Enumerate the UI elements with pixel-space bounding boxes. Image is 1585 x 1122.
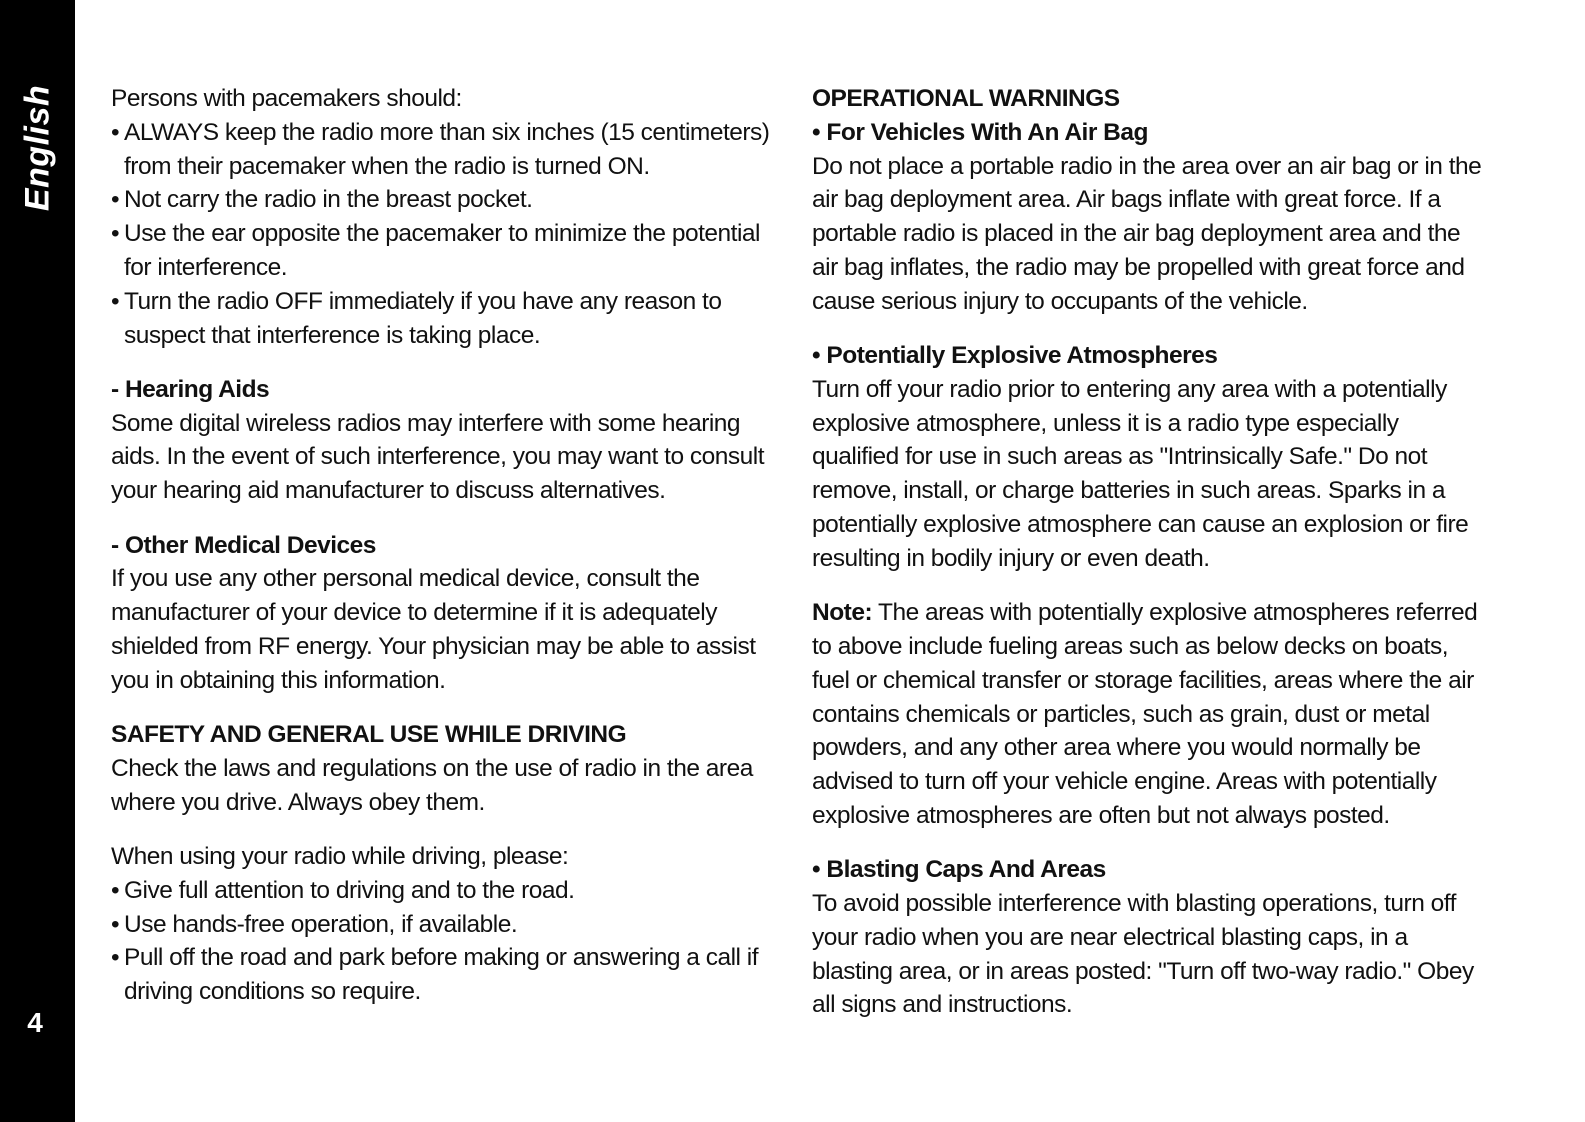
language-side-tab: [0, 0, 75, 1122]
blasting-text: To avoid possible interference with blasting operations, turn off your radio when you are near electrical blasting caps, in a blasting area, or in areas posted: "Turn off two-way radio." Obey all signs and instructions.: [812, 890, 1474, 1019]
pacemaker-intro: Persons with pacemakers should:: [111, 85, 462, 112]
other-devices-text: If you use any other personal medical device, consult the manufacturer of your device to determine if it is adequately shielded from RF energy. Your physician may be able to assist you in obtaining this information.: [111, 565, 756, 694]
blasting-heading: • Blasting Caps And Areas: [812, 856, 1106, 884]
other-devices-heading: - Other Medical Devices: [111, 531, 376, 559]
airbag-heading: • For Vehicles With An Air Bag: [812, 118, 1148, 146]
driving-list: [111, 874, 771, 1009]
explosive-text: Turn off your radio prior to entering any area with a potentially explosive atmosphere, unless it is a radio type especially qualified for use in such areas as "Intrinsically Safe." Do not remove, install, or charge batteries in such areas. Sparks in a potentially explosive atmosphere can cause an explosion or fire resulting in bodily injury or even death.: [812, 375, 1469, 572]
pacemaker-list: [111, 116, 771, 353]
hearing-aids-text: Some digital wireless radios may interfere with some hearing aids. In the event of such interference, you may want to consult your hearing aid manufacturer to discuss alternatives.: [111, 409, 765, 505]
airbag-text: Do not place a portable radio in the area over an air bag or in the air bag deployment area. Air bags inflate with great force. If a portable radio is placed in the air bag deployment area and the air bag inflates, the radio may be propelled with great force and cause serious injury to occupants of the vehicle.: [812, 152, 1482, 315]
page-number: 4: [27, 1007, 43, 1038]
list-item: • Pull off the road and park before making or answering a call if driving conditions so require.: [111, 941, 771, 1009]
list-item: • Not carry the radio in the breast pocket.: [111, 183, 771, 217]
driving-intro: When using your radio while driving, please:: [111, 842, 569, 870]
list-item: • Turn the radio OFF immediately if you have any reason to suspect that interference is taking place.: [111, 285, 771, 353]
note-paragraph: [812, 596, 1482, 833]
list-item: • Give full attention to driving and to the road.: [111, 874, 771, 908]
list-item: • Use hands-free operation, if available.: [111, 908, 771, 942]
list-item: • ALWAYS keep the radio more than six inches (15 centimeters) from their pacemaker when the radio is turned ON.: [111, 116, 771, 184]
driving-text: Check the laws and regulations on the use of radio in the area where you drive. Always obey them.: [111, 754, 753, 816]
explosive-heading: • Potentially Explosive Atmospheres: [812, 342, 1218, 370]
hearing-aids-heading: - Hearing Aids: [111, 375, 270, 403]
right-column: [812, 82, 1482, 1022]
language-label: English: [18, 84, 57, 212]
note-label: Note:: [812, 599, 873, 627]
driving-heading: SAFETY AND GENERAL USE WHILE DRIVING: [111, 721, 627, 749]
left-column: [111, 82, 771, 1009]
list-item: • Use the ear opposite the pacemaker to minimize the potential for interference.: [111, 217, 771, 285]
note-text: The areas with potentially explosive atmospheres referred to above include fueling areas such as below decks on boats, fuel or chemical transfer or storage facilities, areas where the air contains chemicals or particles, such as grain, dust or metal powders, and any other area where you would normally be advised to turn off your vehicle engine. Areas with potentially explosive atmospheres are often but not always posted.: [812, 599, 1478, 829]
operational-heading: OPERATIONAL WARNINGS: [812, 85, 1120, 112]
